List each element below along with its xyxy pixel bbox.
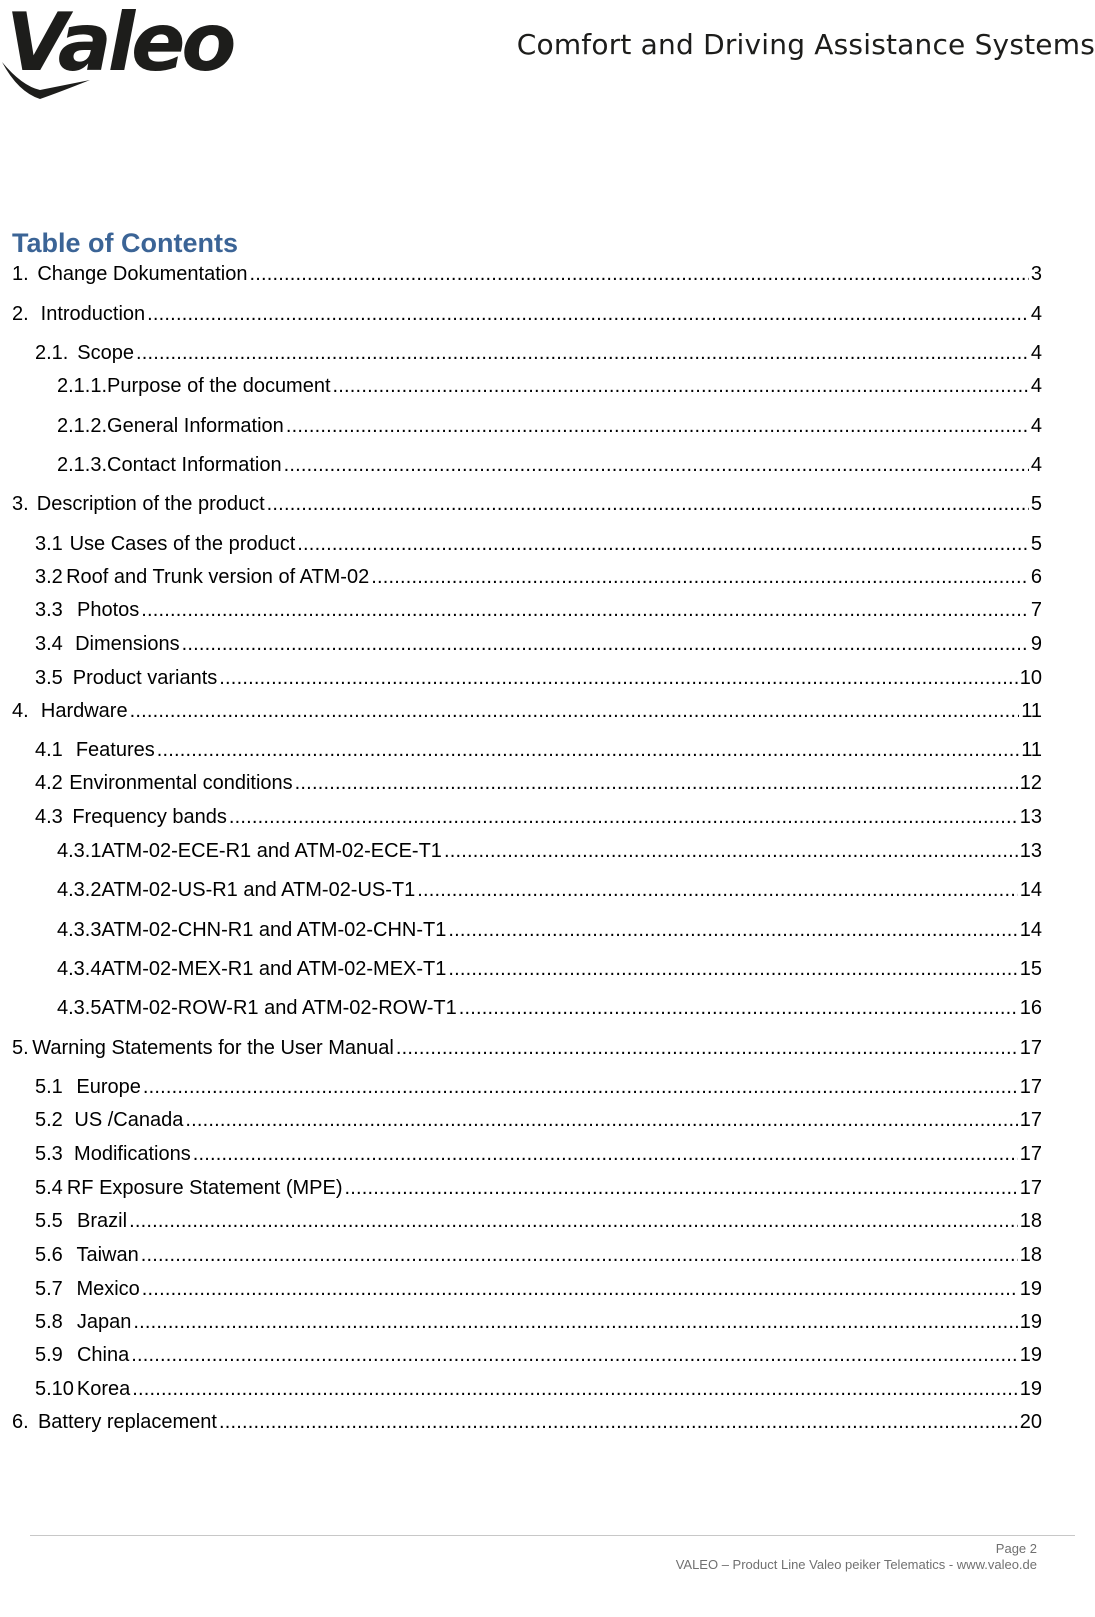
toc-entry[interactable]: [57, 374, 1042, 398]
toc-dot-leader: [267, 492, 1029, 516]
toc-entry[interactable]: [35, 666, 1042, 690]
toc-entry-page: 19: [1019, 1344, 1042, 1366]
toc-entry-page: 9: [1030, 633, 1042, 655]
toc-entry-number: 4.3.4: [57, 958, 102, 980]
toc-entry-title: China: [76, 1344, 130, 1366]
toc-entry-title: Environmental conditions: [69, 772, 293, 794]
footer-page-number: Page 2: [995, 1541, 1037, 1556]
toc-entry-page: 10: [1019, 667, 1042, 689]
toc-entry-number: 5.8: [35, 1311, 63, 1333]
toc-entry-number: 2.: [12, 303, 29, 325]
toc-dot-leader: [136, 341, 1029, 365]
toc-entry[interactable]: [35, 1209, 1042, 1233]
toc-entry[interactable]: [57, 414, 1042, 438]
toc-entry-title: Scope: [77, 342, 134, 364]
toc-entry-title: ATM-02-CHN-R1 and ATM-02-CHN-T1: [101, 919, 447, 941]
toc-dot-leader: [371, 565, 1029, 589]
toc-entry[interactable]: [35, 738, 1042, 762]
toc-dot-leader: [142, 1277, 1018, 1301]
toc-entry-page: 17: [1019, 1177, 1042, 1199]
toc-dot-leader: [130, 699, 1020, 723]
toc-entry-title: Taiwan: [76, 1244, 139, 1266]
toc-entry-page: 5: [1030, 493, 1042, 515]
toc-entry-title: Japan: [76, 1311, 132, 1333]
toc-entry-title: Europe: [76, 1076, 141, 1098]
toc-entry[interactable]: [35, 1075, 1042, 1099]
toc-entry-title: Use Cases of the product: [69, 533, 296, 555]
toc-entry[interactable]: [12, 302, 1042, 326]
toc-entry-number: 5.10: [35, 1378, 74, 1400]
toc-entry-page: 19: [1019, 1278, 1042, 1300]
toc-dot-leader: [448, 957, 1017, 981]
toc-entry-title: Description of the product: [36, 493, 265, 515]
toc-entry-page: 4: [1030, 303, 1042, 325]
toc-entry[interactable]: [35, 532, 1042, 556]
toc-dot-leader: [133, 1310, 1017, 1334]
toc-entry-title: Dimensions: [75, 633, 180, 655]
toc-entry[interactable]: [35, 598, 1042, 622]
toc-entry-title: Change Dokumentation: [37, 263, 248, 285]
toc-entry-title: Battery replacement: [37, 1411, 217, 1433]
toc-entry-number: 5.5: [35, 1210, 63, 1232]
toc-dot-leader: [459, 996, 1018, 1020]
toc-entry[interactable]: [35, 1377, 1042, 1401]
toc-title: Table of Contents: [12, 228, 238, 258]
toc-entry-number: 3.5: [35, 667, 63, 689]
toc-entry[interactable]: [12, 1036, 1042, 1060]
toc-entry-page: 11: [1021, 739, 1042, 761]
toc-entry-number: 2.1.: [35, 342, 69, 364]
toc-dot-leader: [147, 302, 1029, 326]
toc-entry-title: Mexico: [76, 1278, 140, 1300]
toc-entry-title: Hardware: [40, 700, 128, 722]
toc-entry-page: 17: [1019, 1076, 1042, 1098]
toc-dot-leader: [141, 598, 1029, 622]
toc-entry-title: ATM-02-ECE-R1 and ATM-02-ECE-T1: [101, 840, 442, 862]
toc-entry-page: 15: [1019, 958, 1042, 980]
toc-entry-title: Photos: [77, 599, 140, 621]
toc-dot-leader: [444, 839, 1018, 863]
toc-dot-leader: [157, 738, 1019, 762]
toc-entry-page: 6: [1030, 566, 1042, 588]
toc-entry-title: ATM-02-ROW-R1 and ATM-02-ROW-T1: [101, 997, 457, 1019]
toc-entry-page: 20: [1019, 1411, 1042, 1433]
toc-entry-number: 2.1.1.: [57, 375, 108, 397]
toc-entry[interactable]: [57, 839, 1042, 863]
toc-entry-number: 5.2: [35, 1109, 63, 1131]
toc-dot-leader: [141, 1243, 1018, 1267]
toc-dot-leader: [448, 918, 1017, 942]
toc-dot-leader: [143, 1075, 1018, 1099]
toc-dot-leader: [297, 532, 1029, 556]
toc-entry-number: 4.: [12, 700, 29, 722]
toc-entry-number: 4.1: [35, 739, 63, 761]
toc-entry-title: RF Exposure Statement (MPE): [66, 1177, 343, 1199]
toc-entry-number: 4.2: [35, 772, 63, 794]
toc-entry-number: 1.: [12, 263, 29, 285]
toc-entry-number: 5.4: [35, 1177, 63, 1199]
toc-entry[interactable]: [12, 1410, 1042, 1434]
toc-entry-number: 3.3: [35, 599, 63, 621]
toc-entry-title: Warning Statements for the User Manual: [32, 1037, 394, 1059]
toc-entry-number: 5.7: [35, 1278, 63, 1300]
toc-entry-title: Brazil: [77, 1210, 128, 1232]
toc-entry-number: 4.3: [35, 806, 63, 828]
svg-text:Valeo: Valeo: [6, 0, 233, 89]
toc-dot-leader: [286, 414, 1029, 438]
toc-entry-title: Features: [75, 739, 155, 761]
toc-entry-page: 17: [1019, 1037, 1042, 1059]
toc-entry-page: 12: [1019, 772, 1042, 794]
toc-entry-number: 4.3.2: [57, 879, 102, 901]
toc-entry[interactable]: [57, 996, 1042, 1020]
toc-entry-number: 3.: [12, 493, 29, 515]
toc-entry[interactable]: [57, 957, 1042, 981]
toc-entry-number: 4.3.5: [57, 997, 102, 1019]
footer-divider: [30, 1535, 1075, 1536]
toc-entry-page: 14: [1019, 919, 1042, 941]
toc-entry-number: 5.1: [35, 1076, 63, 1098]
toc-entry[interactable]: [12, 699, 1042, 723]
toc-entry-title: Product variants: [72, 667, 218, 689]
toc-entry[interactable]: [35, 1108, 1042, 1132]
toc-entry-page: 19: [1019, 1311, 1042, 1333]
toc-entry-title: Korea: [76, 1378, 131, 1400]
toc-entry[interactable]: [35, 341, 1042, 365]
toc-dot-leader: [219, 1410, 1018, 1434]
toc-entry-page: 5: [1030, 533, 1042, 555]
toc-dot-leader: [182, 632, 1029, 656]
toc-entry-page: 13: [1019, 806, 1042, 828]
toc-entry-title: Frequency bands: [72, 806, 227, 828]
toc-entry[interactable]: [35, 1142, 1042, 1166]
toc-entry-number: 5.6: [35, 1244, 63, 1266]
division-title: Comfort and Driving Assistance Systems: [516, 28, 1095, 61]
toc-entry[interactable]: [35, 1176, 1042, 1200]
toc-entry[interactable]: [35, 805, 1042, 829]
toc-entry-title: Modifications: [74, 1143, 191, 1165]
toc-entry-page: 16: [1019, 997, 1042, 1019]
toc-dot-leader: [345, 1176, 1018, 1200]
toc-entry-page: 4: [1030, 375, 1042, 397]
toc-entry-number: 3.4: [35, 633, 63, 655]
toc-dot-leader: [185, 1108, 1017, 1132]
toc-dot-leader: [284, 453, 1029, 477]
toc-entry-number: 4.3.3: [57, 919, 102, 941]
toc-dot-leader: [193, 1142, 1018, 1166]
toc-entry-number: 3.2: [35, 566, 63, 588]
toc-entry-title: ATM-02-MEX-R1 and ATM-02-MEX-T1: [101, 958, 447, 980]
toc-dot-leader: [295, 771, 1018, 795]
toc-entry-title: Purpose of the document: [107, 375, 331, 397]
toc-entry-title: ATM-02-US-R1 and ATM-02-US-T1: [101, 879, 416, 901]
toc-entry-page: 7: [1030, 599, 1042, 621]
toc-entry[interactable]: [57, 918, 1042, 942]
toc-entry-number: 5.9: [35, 1344, 63, 1366]
toc-dot-leader: [219, 666, 1017, 690]
toc-entry-number: 4.3.1: [57, 840, 102, 862]
toc-dot-leader: [396, 1036, 1018, 1060]
toc-entry-number: 3.1: [35, 533, 63, 555]
toc-entry-page: 19: [1019, 1378, 1042, 1400]
toc-entry-title: Contact Information: [107, 454, 282, 476]
toc-entry[interactable]: [35, 771, 1042, 795]
toc-entry-page: 18: [1019, 1244, 1042, 1266]
footer-company-info: VALEO – Product Line Valeo peiker Telematics - www.valeo.de: [675, 1557, 1037, 1572]
toc-dot-leader: [131, 1343, 1018, 1367]
toc-entry[interactable]: [12, 492, 1042, 516]
toc-entry[interactable]: [57, 453, 1042, 477]
toc-dot-leader: [417, 878, 1017, 902]
toc-dot-leader: [229, 805, 1018, 829]
toc-entry-number: 2.1.2.: [57, 415, 108, 437]
toc-entry-page: 13: [1019, 840, 1042, 862]
toc-dot-leader: [132, 1377, 1017, 1401]
toc-entry[interactable]: [35, 1343, 1042, 1367]
toc-dot-leader: [333, 374, 1029, 398]
toc-entry-page: 3: [1030, 263, 1042, 285]
toc-entry-number: 5.3: [35, 1143, 63, 1165]
toc-entry-page: 14: [1019, 879, 1042, 901]
toc-entry-title: Roof and Trunk version of ATM-02: [66, 566, 370, 588]
toc-entry-page: 4: [1030, 342, 1042, 364]
toc-entry-title: General Information: [107, 415, 284, 437]
toc-entry-number: 2.1.3.: [57, 454, 108, 476]
toc-entry-number: 6.: [12, 1411, 29, 1433]
toc-entry-title: US /Canada: [74, 1109, 184, 1131]
toc-entry[interactable]: [35, 565, 1042, 589]
toc-entry-number: 5.: [12, 1037, 29, 1059]
toc-entry-page: 4: [1030, 454, 1042, 476]
toc-entry-page: 11: [1021, 700, 1042, 722]
toc-entry[interactable]: [12, 262, 1042, 286]
toc-entry-page: 18: [1019, 1210, 1042, 1232]
toc-entry-page: 17: [1019, 1143, 1042, 1165]
toc-entry-page: 17: [1019, 1109, 1042, 1131]
toc-entry-title: Introduction: [40, 303, 146, 325]
toc-entry[interactable]: [57, 878, 1042, 902]
toc-dot-leader: [249, 262, 1028, 286]
toc-dot-leader: [129, 1209, 1018, 1233]
toc-entry[interactable]: [35, 1310, 1042, 1334]
toc-entry[interactable]: [35, 1277, 1042, 1301]
toc-entry[interactable]: [35, 1243, 1042, 1267]
toc-entry[interactable]: [35, 632, 1042, 656]
toc-entry-page: 4: [1030, 415, 1042, 437]
